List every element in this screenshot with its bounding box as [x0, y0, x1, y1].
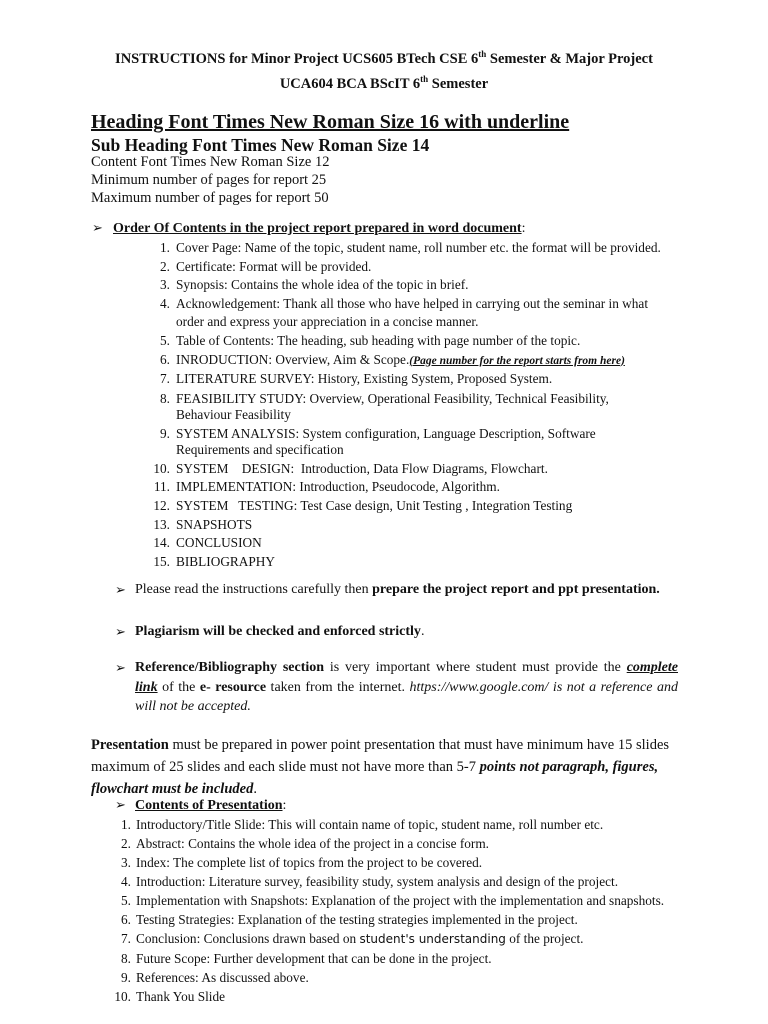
presentation-word: Presentation [91, 737, 169, 753]
presentation-period: . [253, 781, 257, 797]
item-text: Requirements and specification [176, 441, 344, 457]
item-number: 7. [160, 371, 170, 387]
list-item [150, 295, 690, 314]
list-item [150, 497, 690, 516]
read-instructions-paragraph [135, 580, 678, 600]
list-item [150, 389, 690, 407]
list-item-continuation [150, 313, 690, 332]
item-text: SYSTEM ANALYSIS: System configuration, Language Description, Software [176, 425, 596, 441]
item-text: SYSTEM TESTING: Test Case design, Unit Testing , Integration Testing [176, 497, 573, 513]
item-number: 8. [160, 390, 170, 406]
item-number: 14. [153, 535, 170, 551]
list-item [150, 553, 690, 572]
title-sup: th [420, 73, 429, 84]
item-number: 3. [121, 855, 131, 870]
item-number: 5. [160, 332, 170, 348]
presentation-contents-heading [135, 796, 286, 815]
item-text: Introductory/Title Slide: This will contain name of topic, student name, roll number etc. [136, 817, 604, 832]
item-text: Testing Strategies: Explanation of the testing strategies implemented in the project. [136, 912, 578, 927]
title-text: INSTRUCTIONS for Minor Project UCS605 BTech CSE 6 [115, 50, 479, 67]
item-text: INRODUCTION: Overview, Aim & Scope. [176, 351, 410, 367]
list-item [150, 458, 690, 479]
item-number: 15. [153, 553, 170, 569]
item-text: Cover Page: Name of the topic, student name, roll number etc. the format will be provided. [176, 240, 661, 255]
list-item [150, 478, 690, 497]
list-item [150, 370, 690, 389]
plagiarism-paragraph [135, 622, 678, 642]
list-item [150, 351, 690, 371]
presentation-text: must be prepared in power point presentation that must have minimum have 15 slides maximum of 25 slides and each slide must not have more than 5-7 [91, 737, 670, 775]
item-text: IMPLEMENTATION: Introduction, Pseudocode, Algorithm. [176, 479, 500, 495]
title-line-1 [0, 44, 768, 69]
content-line: Maximum number of pages for report 50 [91, 190, 329, 206]
reference-paragraph [135, 658, 678, 717]
item-text: BIBLIOGRAPHY [176, 553, 275, 569]
item-number: 9. [160, 425, 170, 441]
list-item [150, 534, 690, 553]
item-text: LITERATURE SURVEY: History, Existing System, Proposed System. [176, 371, 553, 387]
item-number: 4. [160, 295, 170, 311]
item-text: Index: The complete list of topics from the project to be covered. [136, 855, 483, 870]
item-number: 3. [160, 277, 170, 293]
item-text: order and express your appreciation in a concise manner. [176, 314, 479, 330]
list-item [150, 276, 690, 295]
content-line: Content Font Times New Roman Size 12 [91, 154, 330, 170]
order-heading-text: Order Of Contents in the project report prepared in word document [113, 221, 522, 236]
item-number: 5. [121, 893, 131, 908]
plagiarism-text: Plagiarism will be checked and enforced strictly [135, 624, 421, 639]
title-text: Semester [428, 75, 489, 92]
arrow-bullet-icon: ➢ [115, 625, 126, 640]
item-text: Conclusion: Conclusions drawn based on [136, 931, 360, 946]
title-line-2 [0, 69, 768, 94]
list-item [150, 239, 690, 258]
item-number: 13. [153, 516, 170, 532]
item-text: SYSTEM DESIGN: Introduction, Data Flow Diagrams, Flowchart. [176, 460, 548, 476]
item-text: Table of Contents: The heading, sub heading with page number of the topic. [176, 332, 581, 348]
google-not-reference-note: https://www.google.com/ is not a reference and will not be accepted. [135, 679, 678, 714]
item-text: Future Scope: Further development that can be done in the project. [136, 951, 492, 966]
presentation-paragraph [91, 734, 681, 800]
subheading: Sub Heading Font Times New Roman Size 14 [91, 135, 430, 155]
presentation-contents-list [113, 815, 713, 1006]
item-number: 8. [121, 951, 131, 966]
list-item [113, 910, 713, 929]
presentation-emphasis: points not paragraph, figures, flowchart must be included [91, 759, 659, 797]
item-number: 9. [121, 970, 131, 985]
list-item [150, 516, 690, 535]
item-text: References: As discussed above. [136, 970, 309, 985]
item-text: SNAPSHOTS [176, 516, 253, 532]
item-text: Implementation with Snapshots: Explanation of the project with the implementation and snapshots. [136, 893, 665, 908]
heading: Heading Font Times New Roman Size 16 with underline [91, 111, 570, 133]
list-item [150, 258, 690, 277]
title-text: Semester & Major Project [486, 50, 653, 67]
item-text: Behaviour Feasibility [176, 406, 291, 422]
contents-heading-colon: : [282, 798, 287, 813]
list-item [113, 815, 713, 834]
page-number-note: (Page number for the report starts from here) [409, 354, 625, 367]
list-item [113, 834, 713, 853]
reference-text: taken from the internet. [266, 679, 410, 695]
plagiarism-period: . [420, 624, 425, 639]
arrow-bullet-icon: ➢ [115, 661, 126, 676]
order-heading-colon: : [521, 221, 526, 236]
item-number: 11. [153, 479, 170, 495]
list-item [113, 853, 713, 872]
list-item [150, 423, 690, 442]
item-number: 1. [121, 817, 131, 832]
item-number: 12. [153, 497, 170, 513]
item-text: Certificate: Format will be provided. [176, 258, 372, 274]
read-text: Please read the instructions carefully then [135, 582, 373, 597]
list-item [113, 891, 713, 910]
item-number: 10. [153, 460, 170, 476]
item-text: Abstract: Contains the whole idea of the project in a concise form. [136, 836, 489, 851]
document-title [0, 44, 768, 94]
title-text: UCA604 BCA BScIT 6 [279, 75, 421, 92]
reference-text: is very important where student must provide the [324, 660, 627, 675]
item-text: CONCLUSION [176, 535, 262, 551]
list-item [113, 949, 713, 968]
list-item [113, 872, 713, 891]
item-text: FEASIBILITY STUDY: Overview, Operational Feasibility, Technical Feasibility, [176, 390, 609, 406]
list-item-continuation [150, 442, 690, 458]
title-sup: th [478, 49, 487, 59]
item-text: Synopsis: Contains the whole idea of the topic in brief. [176, 277, 469, 293]
item-text: Acknowledgement: Thank all those who have helped in carrying out the seminar in what [176, 295, 649, 311]
item-number: 2. [160, 258, 170, 274]
reference-heading: Reference/Bibliography section [135, 660, 325, 675]
item-text: Introduction: Literature survey, feasibility study, system analysis and design of the project. [136, 874, 619, 889]
list-item [113, 968, 713, 987]
list-item [113, 987, 713, 1006]
read-emphasis: prepare the project report and ppt presentation. [372, 582, 660, 597]
item-number: 6. [160, 351, 170, 367]
list-item-continuation [150, 407, 690, 423]
arrow-bullet-icon: ➢ [92, 221, 103, 236]
item-number: 4. [121, 874, 131, 889]
content-line: Minimum number of pages for report 25 [91, 172, 327, 188]
contents-heading-text: Contents of Presentation [135, 798, 283, 813]
complete-link-emphasis: complete link [135, 660, 678, 695]
list-item [113, 929, 713, 949]
order-list [150, 239, 690, 571]
list-item [150, 332, 690, 351]
item-number: 6. [121, 912, 131, 927]
eresource-emphasis: e- resource [199, 679, 267, 695]
order-heading [113, 219, 525, 238]
handwritten-insert: student's understanding [359, 932, 506, 946]
item-text: Thank You Slide [136, 989, 226, 1004]
arrow-bullet-icon: ➢ [115, 798, 126, 813]
item-number: 10. [114, 989, 131, 1004]
item-number: 7. [121, 931, 131, 946]
reference-text: of the [157, 679, 200, 695]
item-number: 2. [121, 836, 131, 851]
item-number: 1. [160, 240, 170, 255]
arrow-bullet-icon: ➢ [115, 583, 126, 598]
item-text-tail: of the project. [505, 931, 584, 946]
